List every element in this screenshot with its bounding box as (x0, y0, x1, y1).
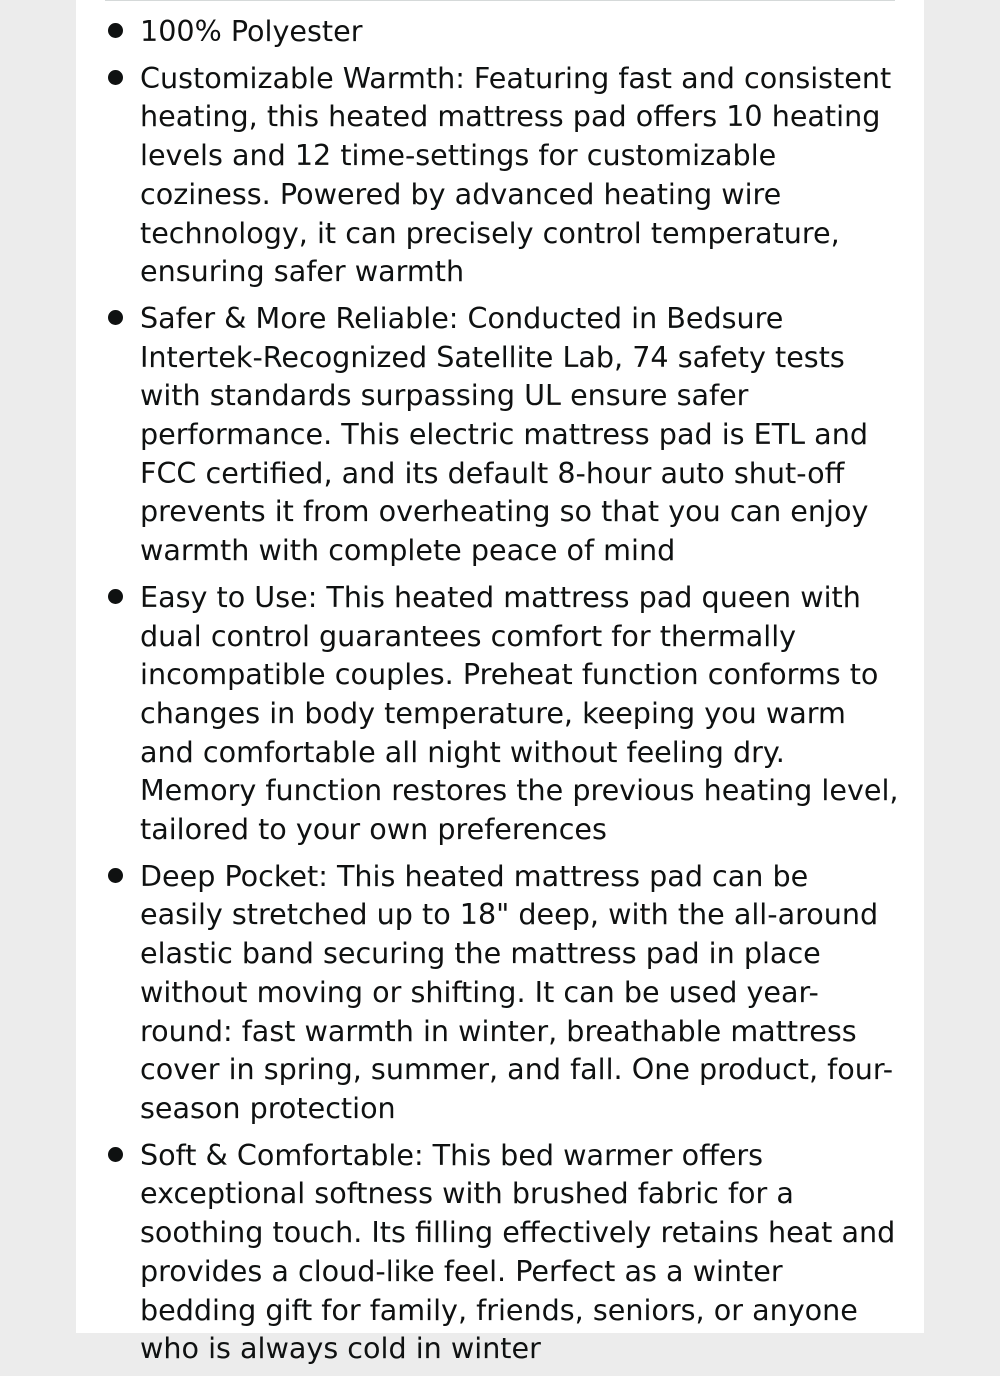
feature-bullet-text: Deep Pocket: This heated mattress pad can be easily stretched up to 18" deep, with the all-around elastic band securing the mattress pad in place without moving or shifting. It can be used year-round: fast warmth in winter, breathable mattress cover in spring, summer, and fall. One product, four-season protection (140, 858, 894, 1125)
product-features-panel (76, 0, 924, 1366)
feature-bullet-4 (76, 578, 924, 849)
feature-bullet-text: 100% Polyester (140, 14, 363, 48)
bullet-icon (108, 589, 123, 604)
feature-bullet-1 (76, 12, 924, 51)
feature-bullet-3 (76, 299, 924, 570)
feature-bullet-list (76, 12, 924, 1376)
feature-bullet-text: Soft & Comfortable: This bed warmer offers exceptional softness with brushed fabric for a soothing touch. Its filling effectively retains heat and provides a cloud-like feel. Perfect as a winter bedding gift for family, friends, seniors, or anyone who is always cold in winter (140, 1137, 896, 1366)
bullet-icon (108, 1147, 123, 1162)
section-divider (105, 0, 895, 1)
bullet-icon (108, 310, 123, 325)
feature-bullet-2 (76, 59, 924, 291)
feature-bullet-text: Easy to Use: This heated mattress pad queen with dual control guarantees comfort for thermally incompatible couples. Preheat function conforms to changes in body temperature, keeping you warm and comfortable all night without feeling dry. Memory function restores the previous heating level, tailored to your own preferences (140, 579, 899, 847)
feature-bullet-text: Safer & More Reliable: Conducted in Bedsure Intertek-Recognized Satellite Lab, 74 safety tests with standards surpassing UL ensure safer performance. This electric mattress pad is ETL and FCC certified, and its default 8-hour auto shut-off prevents it from overheating so that you can enjoy warmth with complete peace of mind (140, 300, 869, 568)
bullet-icon (108, 70, 123, 85)
feature-bullet-text: Customizable Warmth: Featuring fast and consistent heating, this heated mattress pad offers 10 heating levels and 12 time-settings for customizable coziness. Powered by advanced heating wire technology, it can precisely control temperature, ensuring safer warmth (140, 60, 892, 289)
feature-bullet-5 (76, 857, 924, 1128)
bullet-icon (108, 23, 123, 38)
feature-bullet-6 (76, 1136, 924, 1368)
bullet-icon (108, 868, 123, 883)
